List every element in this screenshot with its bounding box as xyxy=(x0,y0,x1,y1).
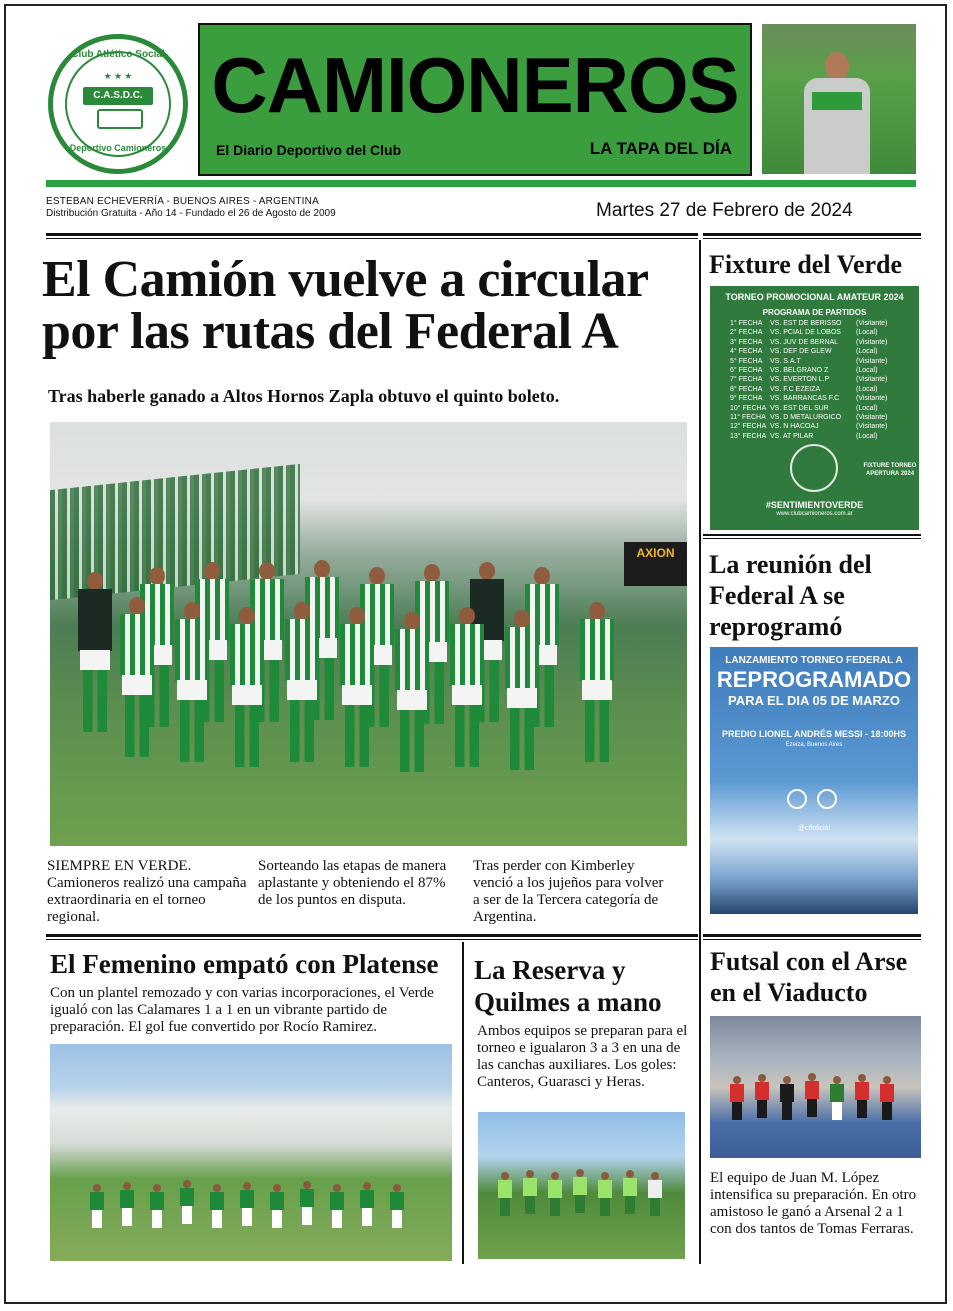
fixture-note: FIXTURE TORNEO APERTURA 2024 xyxy=(863,463,917,477)
fixture-web: www.clubcamioneros.com.ar xyxy=(776,511,853,517)
green-divider xyxy=(46,180,916,187)
fixture-condition: (Visitante) xyxy=(856,376,888,384)
futsal-heading: Futsal con el Arse en el Viaducto xyxy=(710,947,908,1007)
fixture-rival: VS. DEF DE GLEW xyxy=(770,348,832,356)
issue-date: Martes 27 de Febrero de 2024 xyxy=(596,200,853,221)
federal-heading: La reunión del Federal A se reprogramó xyxy=(709,550,872,641)
masthead-subtitle: El Diario Deportivo del Club xyxy=(216,142,402,158)
fixture-row xyxy=(730,423,887,430)
fixture-rival: VS. EST DE BERISSO xyxy=(770,320,842,327)
fixture-row xyxy=(730,376,887,383)
fixture-row xyxy=(730,433,877,440)
fixture-condition: (Visitante) xyxy=(856,357,888,365)
federal-line-4: PREDIO LIONEL ANDRÉS MESSI - 18:00HS xyxy=(721,729,907,739)
column-rule xyxy=(699,240,701,1264)
fixture-condition: (Visitante) xyxy=(856,414,888,421)
rule xyxy=(46,233,698,236)
rule xyxy=(703,233,921,236)
fixture-row xyxy=(730,320,887,327)
fixture-condition: (Local) xyxy=(856,404,878,412)
fixture-rival: VS. BELGRANO Z xyxy=(770,367,829,374)
fixture-fecha: 12° FECHA xyxy=(730,423,767,431)
club-crest-logo xyxy=(48,34,188,174)
futsal-body: El equipo de Juan M. López intensifica su preparación. En otro amistoso le ganó a Arsenal 2 a 1 con dos tantos de Tomas Ferraras. xyxy=(710,1170,917,1237)
fixture-row xyxy=(730,339,887,346)
caption-1 xyxy=(47,858,247,926)
truck-icon xyxy=(97,109,143,129)
fixture-fecha: 13° FECHA xyxy=(730,432,767,440)
fixture-rival: VS. D METALURGICO xyxy=(770,414,842,421)
fixture-fecha: 8° FECHA xyxy=(730,385,763,393)
fixture-fecha: 3° FECHA xyxy=(730,338,763,346)
fixture-rival: VS. EVERTON L.P xyxy=(770,376,830,384)
federation-logos-icon xyxy=(782,789,846,811)
rule xyxy=(46,238,698,239)
fixture-rival: VS. BARRANCAS F.C xyxy=(770,395,840,403)
headline-line-2: por las rutas del Federal A xyxy=(42,303,619,360)
location-line: ESTEBAN ECHEVERRÍA - BUENOS AIRES - ARGENTINA xyxy=(46,196,319,207)
main-headline xyxy=(42,251,702,360)
axion-sign: AXION xyxy=(624,542,687,586)
fixture-condition: (Local) xyxy=(856,348,878,356)
fixture-graphic-title: TORNEO PROMOCIONAL AMATEUR 2024 xyxy=(725,292,904,302)
fixture-row xyxy=(730,395,887,402)
main-deck: Tras haberle ganado a Altos Hornos Zapla obtuvo el quinto boleto. xyxy=(48,386,560,406)
masthead xyxy=(198,23,752,176)
caption-3: Tras perder con Kimberley venció a los jujeños para volver a ser de la Tercera categoría de Argentina. xyxy=(473,858,664,925)
futsal-photo xyxy=(710,1016,921,1158)
logo-initials: C.A.S.D.C. xyxy=(83,87,153,105)
caption-1-text: Camioneros realizó una campaña extraordinaria en el torneo regional. xyxy=(47,875,247,925)
fixture-fecha: 1° FECHA xyxy=(730,320,763,327)
rule xyxy=(46,939,698,940)
fixture-rival: VS. PCIAL DE LOBOS xyxy=(770,329,841,337)
rule xyxy=(703,534,921,536)
caption-1-lead: SIEMPRE EN VERDE. xyxy=(47,858,192,874)
rule xyxy=(46,934,698,937)
edition-details: Distribución Gratuita - Año 14 - Fundado el 26 de Agosto de 2009 xyxy=(46,208,336,219)
fixture-condition: (Local) xyxy=(856,329,878,337)
fixture-condition: (Visitante) xyxy=(856,338,888,346)
federal-poster xyxy=(710,647,918,914)
fixture-fecha: 4° FECHA xyxy=(730,348,763,356)
column-rule xyxy=(462,942,464,1264)
femenino-photo xyxy=(50,1044,452,1261)
fixture-rival: VS. AT PILAR xyxy=(770,432,814,440)
logo-stars-icon: ★ ★ ★ xyxy=(103,71,133,81)
fixture-row xyxy=(730,367,877,374)
fixture-fecha: 2° FECHA xyxy=(730,329,763,337)
fixture-row xyxy=(730,405,877,412)
fixture-rival: VS. N HACOAJ xyxy=(770,423,819,431)
fixture-fecha: 11° FECHA xyxy=(730,414,766,421)
fixture-rival: VS. JUV DE BERNAL xyxy=(770,338,839,346)
headline-line-1: El Camión vuelve a circular xyxy=(42,251,649,308)
federal-line-3: PARA EL DIA 05 DE MARZO xyxy=(728,693,900,708)
federal-line-6: @cffoficial xyxy=(797,825,831,832)
caption-2: Sorteando las etapas de manera aplastante y obteniendo el 87% de los puntos en disputa. xyxy=(258,858,447,908)
fixture-row xyxy=(730,414,887,421)
rule xyxy=(703,934,921,937)
logo-top-text: Club Atlético Social xyxy=(71,49,165,60)
fixture-row xyxy=(730,386,877,393)
rule xyxy=(703,538,921,539)
fixture-row xyxy=(730,329,877,336)
fixture-fecha: 10° FECHA xyxy=(730,404,767,412)
fixture-heading: Fixture del Verde xyxy=(709,250,903,279)
fixture-condition: (Visitante) xyxy=(856,423,888,431)
fixture-row xyxy=(730,348,877,355)
fixture-fecha: 9° FECHA xyxy=(730,395,763,403)
coach-photo xyxy=(762,24,916,174)
fixture-graphic-subtitle: PROGRAMA DE PARTIDOS xyxy=(762,308,867,317)
femenino-heading: El Femenino empató con Platense xyxy=(50,949,439,979)
federal-line-5: Ezeiza, Buenos Aires xyxy=(785,742,843,748)
fixture-rival: VS. F.C EZEIZA xyxy=(770,385,821,393)
femenino-body: Con un plantel remozado y con varias incorporaciones, el Verde igualó con las Calamares 1 a 1 en un vibrante partido de preparación. El gol fue convertido por Rocío Ramirez. xyxy=(50,985,434,1035)
reserva-photo xyxy=(478,1112,685,1259)
fixture-graphic xyxy=(710,286,919,530)
fixture-hashtag: #SENTIMIENTOVERDE xyxy=(765,500,864,510)
fixture-condition: (Local) xyxy=(856,432,878,440)
fixture-fecha: 7° FECHA xyxy=(730,376,763,384)
fixture-condition: (Local) xyxy=(856,385,878,393)
fixture-fecha: 6° FECHA xyxy=(730,367,763,374)
reserva-heading: La Reserva y Quilmes a mano xyxy=(474,955,662,1017)
fixture-row xyxy=(730,358,887,365)
federal-line-1: LANZAMIENTO TORNEO FEDERAL A xyxy=(725,655,903,666)
team-photo xyxy=(50,422,687,846)
fixture-condition: (Visitante) xyxy=(856,320,888,327)
masthead-title: CAMIONEROS xyxy=(211,41,739,129)
logo-bottom-text: Deportivo Camioneros xyxy=(69,143,167,153)
fixture-rival: VS. EST DEL SUR xyxy=(770,404,829,412)
rule xyxy=(703,939,921,940)
club-seal-icon xyxy=(790,444,838,492)
fixture-rival: VS. S.A.T xyxy=(770,357,801,365)
fixture-fecha: 5° FECHA xyxy=(730,357,763,365)
rule xyxy=(703,238,921,239)
fixture-condition: (Visitante) xyxy=(856,395,888,403)
federal-line-2: REPROGRAMADO xyxy=(716,667,912,692)
fixture-condition: (Local) xyxy=(856,367,878,374)
masthead-tapa: LA TAPA DEL DÍA xyxy=(589,139,732,158)
reserva-body: Ambos equipos se preparan para el torneo e igualaron 3 a 3 en una de las canchas auxiliares. Los goles: Canteros, Guarasci y Heras. xyxy=(477,1023,688,1090)
